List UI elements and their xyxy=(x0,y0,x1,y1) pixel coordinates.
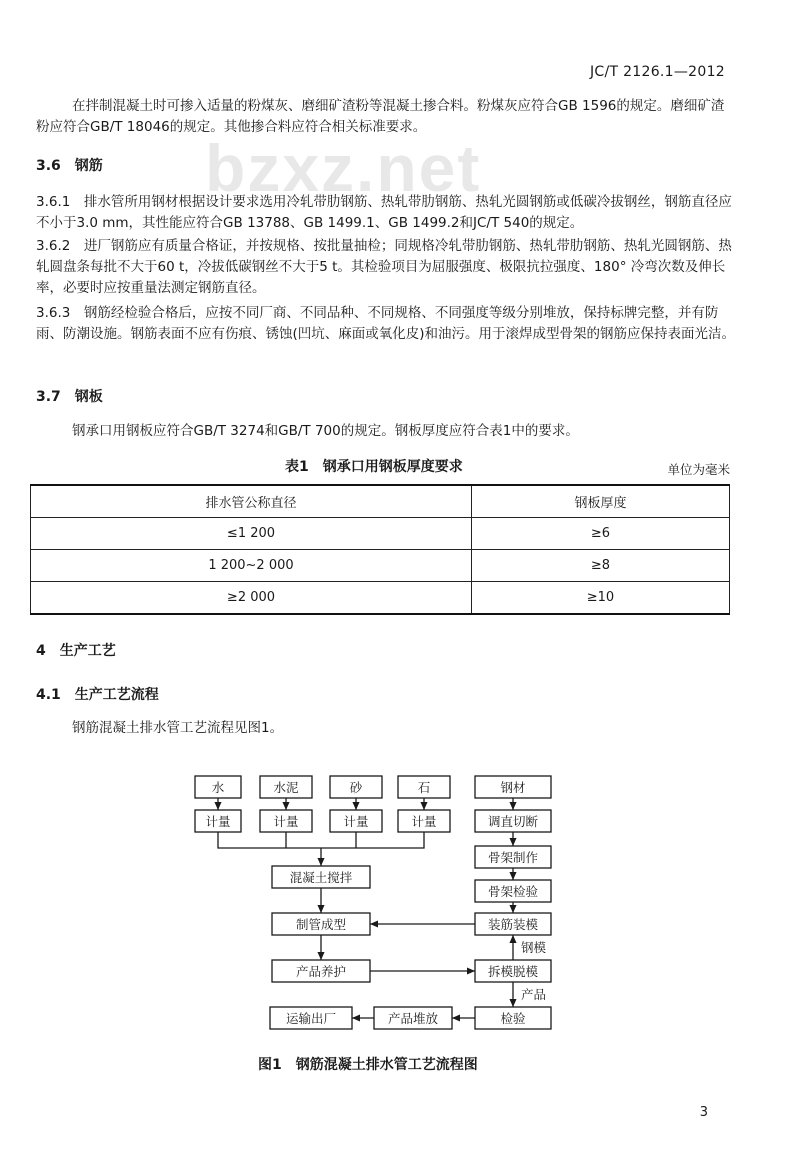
table-cell-diameter: 1 200~2 000 xyxy=(31,550,472,582)
figure-1-caption: 图1 钢筋混凝土排水管工艺流程图 xyxy=(258,1057,478,1073)
label-shipping: 运输出厂 xyxy=(285,1011,337,1026)
label-forming: 制管成型 xyxy=(295,917,347,932)
section-4-1-heading: 4.1 生产工艺流程 xyxy=(36,687,159,703)
table-1-title: 表1 钢承口用钢板厚度要求 xyxy=(285,459,463,475)
label-water: 水 xyxy=(211,780,225,795)
table-row xyxy=(31,518,730,550)
table-cell-diameter: ≤1 200 xyxy=(31,518,472,550)
label-metering-3: 计量 xyxy=(343,814,369,829)
label-rebar-mold: 装筋装模 xyxy=(487,917,539,932)
label-steel-mold: 钢模 xyxy=(521,940,547,955)
table-header-thickness: 钢板厚度 xyxy=(471,485,729,518)
watermark: bzxz.net xyxy=(205,131,482,205)
process-flow-diagram xyxy=(190,770,570,1040)
label-cage-inspection: 骨架检验 xyxy=(487,884,539,899)
label-product: 产品 xyxy=(521,987,547,1002)
table-row xyxy=(31,550,730,582)
page-number: 3 xyxy=(699,1105,708,1120)
label-steel: 钢材 xyxy=(500,780,526,795)
label-metering-4: 计量 xyxy=(411,814,437,829)
label-inspection: 检验 xyxy=(500,1011,526,1026)
table-cell-thickness: ≥8 xyxy=(471,550,729,582)
label-stone: 石 xyxy=(417,780,431,795)
intro-paragraph: 在拌制混凝土时可掺入适量的粉煤灰、磨细矿渣粉等混凝土掺合料。粉煤灰应符合GB 1596的规定。磨细矿渣粉应符合GB/T 18046的规定。其他掺合料应符合相关标准要求。 xyxy=(36,98,725,135)
clause-3-6-3: 3.6.3 钢筋经检验合格后，应按不同厂商、不同品种、不同规格、不同强度等级分别堆放，保持标牌完整，并有防雨、防潮设施。钢筋表面不应有伤痕、锈蚀(凹坑、麻面或氧化皮)和油污。用于滚焊成型骨架的钢筋应保持表面光洁。 xyxy=(36,305,736,342)
table-1 xyxy=(30,484,730,615)
label-curing: 产品养护 xyxy=(295,964,347,979)
label-cage-making: 骨架制作 xyxy=(487,850,539,865)
standard-number: JC/T 2126.1—2012 xyxy=(589,64,725,80)
label-metering-1: 计量 xyxy=(205,814,231,829)
label-metering-2: 计量 xyxy=(273,814,299,829)
clause-4-1-text: 钢筋混凝土排水管工艺流程见图1。 xyxy=(72,720,284,736)
label-stacking: 产品堆放 xyxy=(387,1011,439,1026)
label-straighten-cut: 调直切断 xyxy=(487,814,539,829)
section-3-6-heading: 3.6 钢筋 xyxy=(36,158,103,174)
clause-3-6-2: 3.6.2 进厂钢筋应有质量合格证，并按规格、按批量抽检；同规格冷轧带肋钢筋、热轧带肋钢筋、热轧光圆钢筋、热轧圆盘条每批不大于60 t，冷拔低碳钢丝不大于5 t。其检验项目为屈服强度、极限抗拉强度、180° 冷弯次数及伸长率，必要时应按重量法测定钢筋直径。 xyxy=(36,238,732,296)
section-3-7-heading: 3.7 钢板 xyxy=(36,389,103,405)
table-header-row xyxy=(31,485,730,518)
label-sand: 砂 xyxy=(349,780,363,795)
clause-3-7-text: 钢承口用钢板应符合GB/T 3274和GB/T 700的规定。钢板厚度应符合表1中的要求。 xyxy=(72,423,579,439)
table-header-diameter: 排水管公称直径 xyxy=(31,485,472,518)
table-1-unit: 单位为毫米 xyxy=(667,462,730,477)
table-cell-thickness: ≥6 xyxy=(471,518,729,550)
label-cement: 水泥 xyxy=(273,780,299,795)
clause-3-6-1: 3.6.1 排水管所用钢材根据设计要求选用冷轧带肋钢筋、热轧带肋钢筋、热轧光圆钢筋或低碳冷拔钢丝，钢筋直径应不小于3.0 mm，其性能应符合GB 13788、GB 1499.1、GB 1499.2和JC/T 540的规定。 xyxy=(36,194,732,231)
table-cell-diameter: ≥2 000 xyxy=(31,582,472,615)
table-cell-thickness: ≥10 xyxy=(471,582,729,615)
label-mixing: 混凝土搅拌 xyxy=(289,870,353,885)
section-4-heading: 4 生产工艺 xyxy=(36,643,116,659)
table-row xyxy=(31,582,730,615)
label-demold: 拆模脱模 xyxy=(487,964,539,979)
